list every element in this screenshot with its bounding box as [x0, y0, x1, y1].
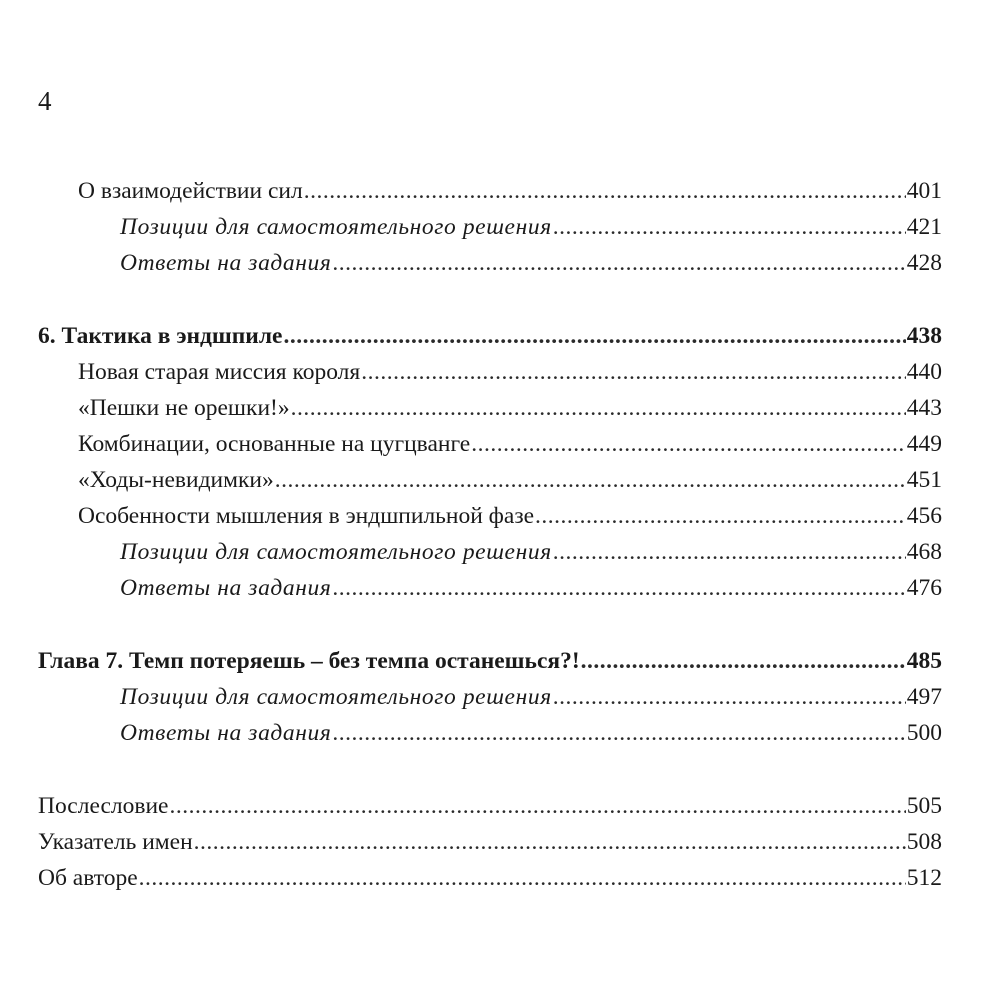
toc-entry-title: Позиции для самостоятельного решения	[120, 214, 552, 240]
dot-leader	[535, 500, 906, 532]
toc-chapter-entry	[38, 320, 942, 352]
toc-entry-page: 476	[906, 575, 942, 601]
toc-entry	[120, 572, 942, 604]
dot-leader	[170, 790, 906, 822]
toc-entry	[78, 175, 942, 207]
dot-leader	[139, 862, 906, 894]
toc-entry-page: 449	[906, 431, 942, 457]
dot-leader	[275, 464, 906, 496]
toc-entry	[38, 862, 942, 894]
dot-leader	[471, 428, 906, 460]
toc-entry	[78, 500, 942, 532]
dot-leader	[194, 826, 906, 858]
toc-entry-page: 438	[906, 323, 942, 349]
toc-entry-title: Об авторе	[38, 865, 138, 891]
toc-entry-title: Новая старая миссия короля	[78, 359, 361, 385]
dot-leader	[553, 211, 906, 243]
dot-leader	[553, 536, 906, 568]
toc-entry	[78, 356, 942, 388]
toc-entry-page: 440	[906, 359, 942, 385]
toc-entry-page: 401	[906, 178, 942, 204]
toc-entry	[38, 826, 942, 858]
toc-entry-title: Ответы на задания	[120, 250, 332, 276]
toc-entry-title: Ответы на задания	[120, 720, 332, 746]
toc-entry	[120, 717, 942, 749]
toc-entry	[120, 211, 942, 243]
toc-entry	[38, 790, 942, 822]
dot-leader	[332, 247, 905, 279]
toc-entry-title: Указатель имен	[38, 829, 193, 855]
toc-entry-page: 451	[906, 467, 942, 493]
toc-chapter-entry	[38, 645, 942, 677]
toc-entry-title: Комбинации, основанные на цугцванге	[78, 431, 471, 457]
toc-entry-page: 508	[906, 829, 942, 855]
toc-entry-page: 421	[906, 214, 942, 240]
toc-entry-page: 497	[906, 684, 942, 710]
toc-entry-title: Позиции для самостоятельного решения	[120, 684, 552, 710]
toc-entry-title: 6. Тактика в эндшпиле	[38, 323, 283, 349]
toc-entry-title: «Пешки не орешки!»	[78, 395, 290, 421]
toc-entry-title: «Ходы-невидимки»	[78, 467, 274, 493]
toc-entry-page: 500	[906, 720, 942, 746]
toc-entry-title: Особенности мышления в эндшпильной фазе	[78, 503, 535, 529]
toc-entry-title: Позиции для самостоятельного решения	[120, 539, 552, 565]
toc-entry-title: Глава 7. Темп потеряешь – без темпа останешься?!	[38, 648, 580, 674]
toc-entry-title: О взаимодействии сил	[78, 178, 303, 204]
toc-entry	[78, 392, 942, 424]
toc-entry	[120, 681, 942, 713]
toc-entry-page: 512	[906, 865, 942, 891]
toc-entry	[78, 464, 942, 496]
toc-entry-page: 456	[906, 503, 942, 529]
toc-entry	[120, 247, 942, 279]
dot-leader	[553, 681, 906, 713]
toc-entry-page: 428	[906, 250, 942, 276]
toc-entry-page: 468	[906, 539, 942, 565]
toc-entry	[120, 536, 942, 568]
dot-leader	[581, 645, 906, 677]
dot-leader	[304, 175, 906, 207]
page-number: 4	[38, 86, 52, 116]
toc-entry-title: Ответы на задания	[120, 575, 332, 601]
dot-leader	[361, 356, 906, 388]
dot-leader	[283, 320, 905, 352]
dot-leader	[291, 392, 906, 424]
toc-entry	[78, 428, 942, 460]
toc-entry-page: 485	[906, 648, 942, 674]
dot-leader	[332, 717, 905, 749]
toc-entry-page: 505	[906, 793, 942, 819]
toc-entry-page: 443	[906, 395, 942, 421]
dot-leader	[332, 572, 905, 604]
toc-entry-title: Послесловие	[38, 793, 169, 819]
